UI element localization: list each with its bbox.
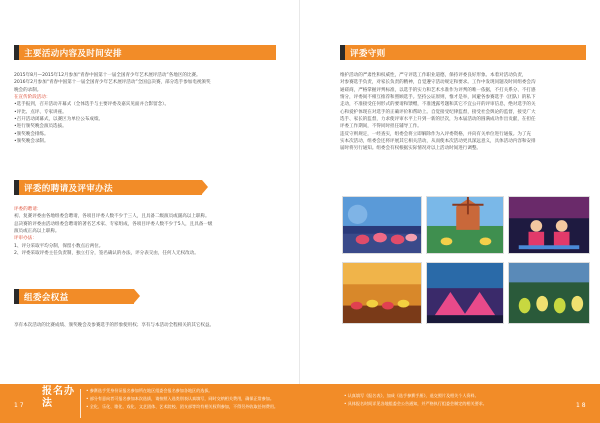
page-number-right: 1 8 (576, 402, 586, 409)
section-tail (134, 289, 140, 303)
judges-text (14, 206, 286, 257)
stage-photo-6 (508, 262, 590, 324)
footer-left-text (86, 387, 278, 412)
section-bar (340, 45, 345, 60)
rules-text (340, 72, 592, 153)
section-header-activity (14, 45, 276, 60)
footer-line: • 部分有意向者可报名参加本次选拔，请按照入选类别表认真填写，同时交纳相关费用，确保正常参加。 (86, 396, 274, 402)
text-line: •评比、点评、专家讲座。 (14, 109, 67, 115)
text-line-highlight: 评审办法： (14, 236, 37, 242)
footer-line: • 具体报名时间详见各地组委会公告通知，并严格执行组委会制定的相关要求。 (344, 401, 487, 407)
stage-photo-5-image (427, 263, 503, 323)
text-line: •颁奖晚会排练。 (14, 131, 49, 137)
text-line: 2016年2月参加“青春中国第十一届全国青少年艺术展评活动”全国总决赛，部分选手参加电视颁奖 (14, 80, 211, 86)
text-line: 实本次活动，组委会还将评展其它相关活动，从而使本次活动更具深远意义，具体活动内容和安排 (340, 139, 536, 145)
text-line: 通磋商，严格掌握评判标准，以选手的实力和艺术水准作为评判的唯一依据，不打关系分、不打感 (340, 87, 536, 93)
stage-photo-1 (342, 196, 422, 254)
stage-photo-4-image (343, 263, 421, 323)
section-bar (14, 289, 19, 304)
stage-photo-2 (426, 196, 504, 254)
text-line: 走动，不准接受任何形式的要请和馈赠，不准透露考题和其它不宜公开的评审信息，绝对选手的关 (340, 102, 536, 108)
section-header-rights (14, 289, 134, 304)
registration-title: 报名办法 (42, 386, 75, 409)
text-line: 2015年8月—2015年12月参加“青春中国第十一届全国青少年艺术展评活动”各地区的比赛。 (14, 73, 201, 78)
footer-line: • 全化、乐化、歌化、戏化、文艺团体、艺术院校、团支部等均有相关权利参加，不得另外收取任何费用。 (86, 404, 279, 410)
text-line: 情分，评委间不相互推荐和照顾选手。坚持公证原则，惟才是举，回避各参赛选手（团队）的私下 (340, 95, 536, 101)
footer-line: • 参赛选手凭身份证报名参加所在地区组委会报名参加各地区的选拔。 (86, 388, 213, 393)
text-line: 1、评分采取平均分制，保留小数点后两位。 (14, 243, 104, 249)
stage-photo-2-image (427, 197, 503, 253)
text-line: •颁奖晚会录制。 (14, 139, 49, 145)
section-tail (202, 180, 208, 194)
text-line: •选手报到，召开活动开幕式（全体选手与主要评委及嘉宾见面并合影留念）。 (14, 102, 170, 108)
section-title: 评委的聘请及评审办法 (24, 183, 113, 194)
stage-photo-6-image (509, 263, 589, 323)
page-number-left: 1 7 (14, 402, 24, 409)
text-line: •进行颁奖晚会演员选拔。 (14, 124, 67, 130)
text-line-highlight: 评委的聘请： (14, 207, 42, 212)
section-header-judges (14, 180, 202, 195)
text-line: 总决赛的评委由活动组委会聘请的著名艺术家、专家组成，各项目评委人数不少于5人，且具备一级 (14, 221, 213, 227)
text-line: 晚会的录制。 (14, 87, 42, 93)
text-line: 对参赛选手负责，对家长负责的精神，自觉遵守活动规定和要求。工作中发现问题及时同组委会沟 (340, 80, 536, 86)
text-line: 心和爱护体现在对选手的正确评价和帮助上。自觉接受纪律监督，接受社会舆论的监督，接受广大 (340, 109, 536, 115)
stage-photo-5 (426, 262, 504, 324)
section-bar (14, 45, 19, 60)
right-page (300, 0, 600, 423)
text-line-highlight: 在宣传阶段活动： (14, 95, 51, 101)
text-line: 维护活动的严肃性和权威性，严守评选工作职业道德，保持评委良好形象。本着对活动负责， (340, 73, 527, 78)
footer-right-text (344, 392, 487, 408)
stage-photo-3-image (509, 197, 589, 253)
footer-divider (80, 389, 81, 418)
text-line: 2、评委采取评委主任负责制，独立打分，签名确认的办法，评分表交由，任何人无权改动。 (14, 251, 199, 257)
text-line: 选手、家长的监督，力求使评审水平上升到一新的层次，为本届活动的圆满成功作出贡献，在担任 (340, 117, 536, 123)
section-bar (14, 180, 19, 195)
section-title: 评委守则 (350, 48, 386, 59)
text-line: 初、复赛评委由各地组委会聘请，各项目评委人数不少于三人，且具备二级演员或副高以上职称。 (14, 214, 210, 220)
section-title: 组委会权益 (24, 292, 69, 303)
text-line: 演员或正高以上职称。 (14, 229, 60, 235)
text-line: 违反守则规定，一经查实，组委会将立即解除作为入评委资格，并向有关单位进行通报。为了充 (340, 131, 531, 137)
stage-photo-3 (508, 196, 590, 254)
stage-photo-4 (342, 262, 422, 324)
section-title: 主要活动内容及时间安排 (24, 48, 122, 59)
activity-text (14, 72, 286, 145)
footer-line: • 认真填写《报名表》，加成《选手参赛手册》，退交照片及相关个人资料。 (344, 393, 479, 398)
text-line: 届时将另行通知。组委会有权根据实际情况对以上活动时间进行调整。 (340, 146, 481, 152)
text-line: 评委工作期间，不得同时担任辅导工作。 (340, 124, 422, 130)
section-header-rules (340, 45, 586, 60)
stage-photo-1-image (343, 197, 421, 253)
rights-text (14, 322, 286, 329)
text-line: 享有本次活动的比赛成绩、颁奖晚会及参赛选手的形象使用权；享有与本活动全程相关的其它权益。 (14, 323, 215, 328)
text-line: •召开活动闭幕式，以赛区为单位公布成绩。 (14, 117, 104, 123)
